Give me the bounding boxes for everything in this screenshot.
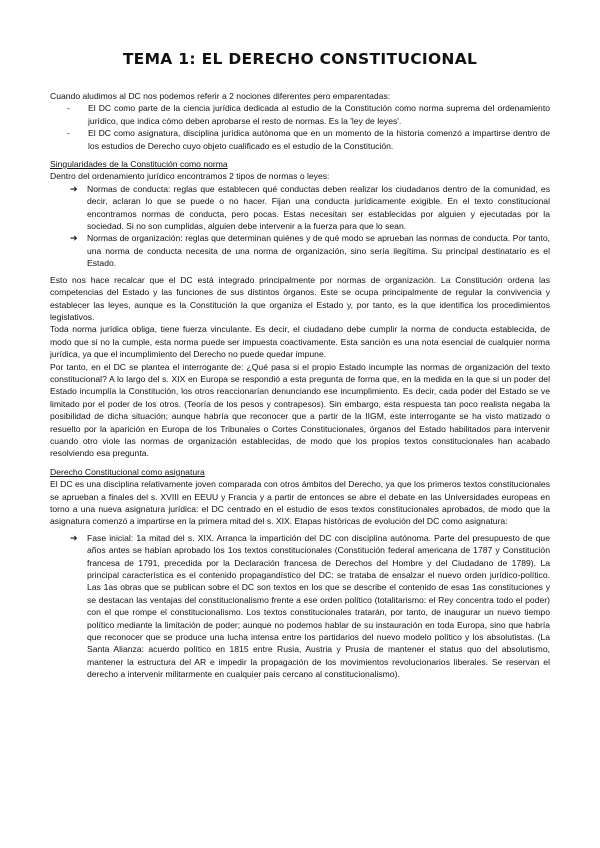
norm-types-list xyxy=(50,183,550,270)
document-body xyxy=(50,90,550,681)
list-item: - El DC como parte de la ciencia jurídica dedicada al estudio de la Constitución como norma suprema del ordenamiento jurídico, que indica cómo deben aprobarse el resto de normas. Es la 'ley de leyes'. xyxy=(67,103,550,126)
list-item: ➔ Normas de conducta: reglas que establecen qué conductas deben realizar los ciudadanos dentro de la comunidad, es decir, aclaran lo que se puede o no hacer. Fijan una conducta jurídicamente exigible. En el texto constitucional encontramos normas de conducta, pero pocas. Estas necesitan ser establecidas por alguien y ejecutadas por la sociedad. Si no son cumplidas, alguien debe intervenir a la fuerza para que lo sean. xyxy=(70,183,550,232)
page-title: TEMA 1: EL DERECHO CONSTITUCIONAL xyxy=(122,50,478,68)
list-item: ➔ Normas de organización: reglas que determinan quiénes y de qué modo se aprueban las normas de conducta. Por tanto, una norma de conducta necesita de una norma de organización, sino sería ilegítima. Su principal destinatario es el Estado. xyxy=(70,233,550,269)
arrow-bullet-icon: ➔ xyxy=(70,183,78,194)
section-heading-asignatura: Derecho Constitucional como asignatura xyxy=(50,466,205,477)
arrow-bullet-icon: ➔ xyxy=(70,233,78,244)
arrow-bullet-icon: ➔ xyxy=(70,532,78,543)
list-item: ➔ Fase inicial: 1a mitad del s. XIX. Arranca la impartición del DC con disciplina autónoma. Parte del presupuesto de que años antes se habían aprobado los 1os textos constitucionales (Constitución federal americana de 1787 y Constitución francesa de 1791, precedida por la Declaración francesa de Derechos del Hombre y del Ciudadano de 1789). La principal característica es el contenido propagandístico del DC: se trataba de ensalzar el nuevo orden jurídico-político. Las 1as obras que se publican sobre el DC son textos en los que se describe el contenido de esas 1as constituciones y se destacan las ventajas del constitucionalismo frente a ese orden político (totalitarismo: el Rey concentra todo el poder) con el que rompe el constitucionalismo. Los textos constitucionales tratarán, por tanto, de inaugurar un nuevo tiempo político mediante la limitación de poder; aunque no podemos hablar de su instauración en toda Europa, sino que habría que reconocer que se produce una lucha intensa entre los partidarios del nuevo modelo político y los absolutistas. (La Santa Alianza: acuerdo político en 1815 entre Rusia, Austria y Prusia de mantener el status quo del absolutismo, mantener la estructura del AR e impedir la propagación de los movimientos revolucionarios liberales. Se reservan el derecho a intervenir militarmente en cualquier país cercano al constitucionalismo). xyxy=(70,532,550,680)
section-heading-singularidades: Singularidades de la Constitución como norma xyxy=(50,159,228,170)
body-paragraph: Por tanto, en el DC se plantea el interrogante de: ¿Qué pasa si el propio Estado incumple las normas de organización del texto constitucional? A lo largo del s. XIX en Europa se respondió a esta pregunta de forma que, en la medida en la que si un poder del Estado incumplía la Constitución, los otros reaccionarían denunciando ese incumplimiento. Es decir, cada poder del Estado se ve limitado por el poder de los otros. (Teoría de los pesos y contrapesos). Sin embargo, esta respuesta tan poco realista negaba la posibilidad de dicha situación; aunque habría que reconocer que a partir de la IIGM, este interrogante se ha visto matizado o resuelto por la aparición en Europa de los Tribunales o Cortes Constitucionales, órganos del Estado habilitados para intervenir cuando otro viole las normas de organización establecidas, de modo que los propios textos constitucionales han acabado resolviendo esa pregunta. xyxy=(50,361,550,459)
body-paragraph: El DC es una disciplina relativamente joven comparada con otros ámbitos del Derecho, ya que los primeros textos constitucionales se aprueban a finales del s. XVIII en EEUU y Francia y a partir de entonces se abre el debate en las Universidades europeas en torno a una nueva asignatura jurídica: el DC centrado en el estudio de esos textos constitucionales aprobados, de modo que la asignatura comenzó a impartirse en la primera mitad del s. XIX. Etapas históricas de evolución del DC como asignatura: xyxy=(50,479,550,527)
section-lead: Dentro del ordenamiento jurídico encontramos 2 tipos de normas o leyes: xyxy=(50,171,330,182)
intro-list xyxy=(50,102,550,152)
list-item: - El DC como asignatura, disciplina jurídica autónoma que en un momento de la historia comenzó a impartirse dentro de los estudios de Derecho cuyo objeto cualificado es el estudio de la Constitución. xyxy=(67,128,550,151)
dash-bullet-icon: - xyxy=(67,103,70,114)
stages-list xyxy=(50,532,550,681)
intro-paragraph: Cuando aludimos al DC nos podemos referir a 2 nociones diferentes pero emparentadas: xyxy=(50,91,391,101)
dash-bullet-icon: - xyxy=(67,128,70,139)
body-paragraph: Toda norma jurídica obliga, tiene fuerza vinculante. Es decir, el ciudadano debe cumplir la norma de conducta establecida, de modo que si no la cumple, esta norma puede ser impuesta coactivamente. Esta sanción es una nota esencial de cualquier norma jurídica, ya que el incumplimiento del Derecho no puede quedar impune. xyxy=(50,324,550,360)
body-paragraph: Esto nos hace recalcar que el DC está integrado principalmente por normas de organización. La Constitución ordena las competencias del Estado y las funciones de sus distintos órganos. Este se ocupa principalmente de regular la convivencia y establecer las leyes, aunque es la Constitución la que organiza el Estado y, por tanto, es la que identifica los procedimientos legislativos. xyxy=(50,274,550,322)
